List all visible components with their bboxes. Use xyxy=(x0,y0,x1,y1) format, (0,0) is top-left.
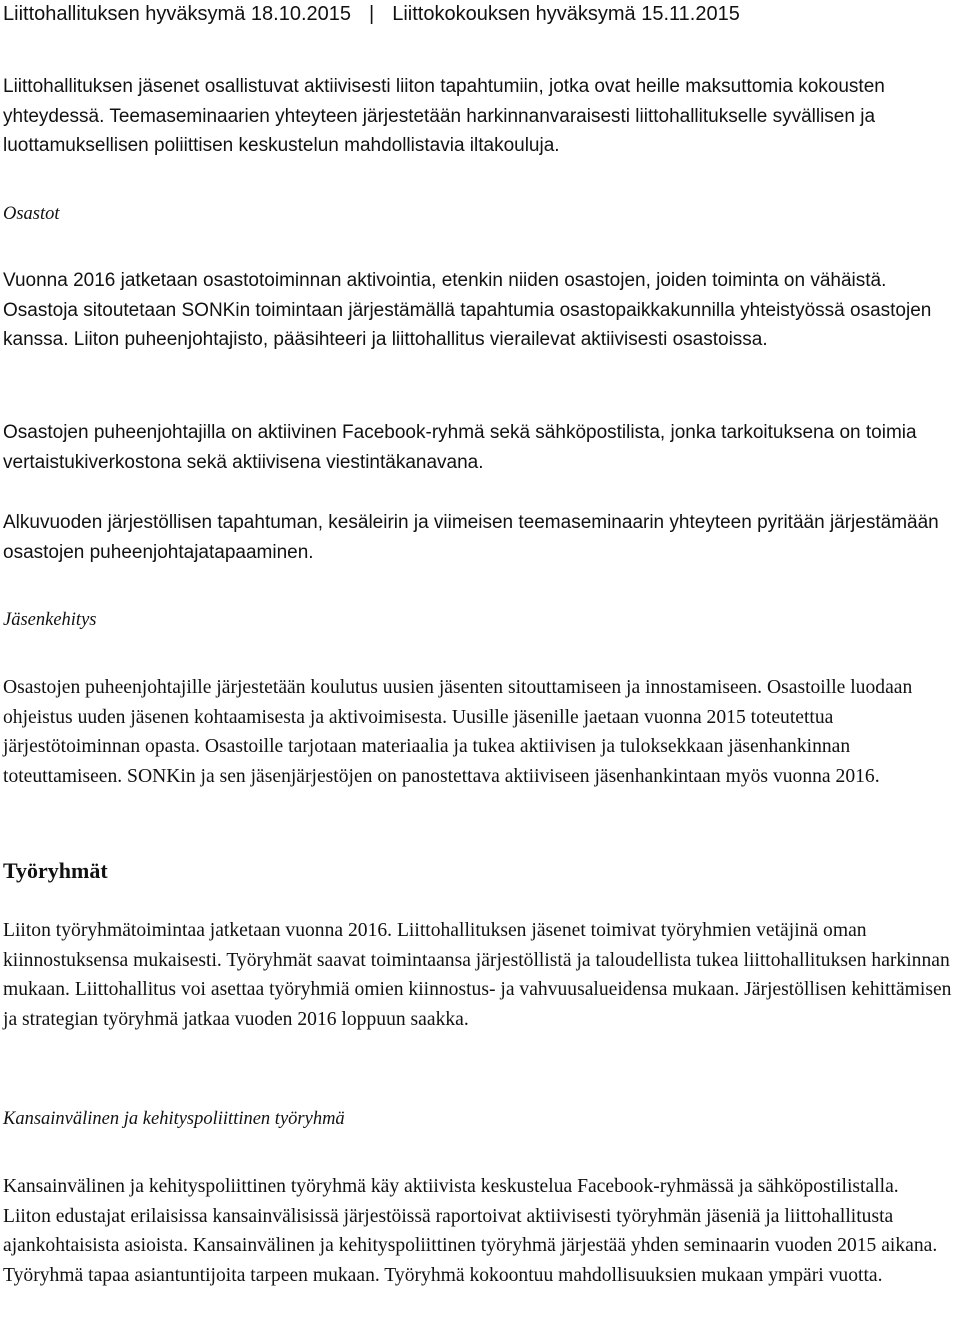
section-heading-tyoryhmat: Työryhmät xyxy=(3,858,108,883)
section-heading-kansainvalinen: Kansainvälinen ja kehityspoliittinen työryhmä xyxy=(3,1109,345,1129)
tyoryhmat-paragraph: Liiton työryhmätoimintaa jatketaan vuonna 2016. Liittohallituksen jäsenet toimivat työryhmien vetäjinä oman kiinnostuksensa mukaisesti. Työryhmät saavat toimintaansa järjestöllistä ja taloudellista tukea liittohallituksen harkinnan mukaan. Liittohallitus voi asettaa työryhmiä omien kiinnostus- ja vahvuusalueidensa mukaan. Järjestöllisen kehittämisen ja strategian työryhmä jatkaa vuoden 2016 loppuun saakka. xyxy=(3,920,952,1031)
kansainvalinen-paragraph: Kansainvälinen ja kehityspoliittinen työryhmä käy aktiivista keskustelua Facebook-ryhmässä ja sähköpostilistalla. Liiton edustajat erilaisissa kansainvälisissä järjestöissä raportoivat aktiivisesti työryhmän jäseniä ja liittohallitusta ajankohtaisista asioista. Kansainvälinen ja kehityspoliittinen työryhmä järjestää yhden seminaarin vuoden 2015 aikana. Työryhmä tapaa asiantuntijoita tarpeen mukaan. Työryhmä kokoontuu mahdollisuuksien mukaan ympäri vuotta. xyxy=(3,1176,938,1287)
osastot-paragraph-2: Osastojen puheenjohtajilla on aktiivinen Facebook-ryhmä sekä sähköpostilista, jonka tarkoituksena on toimia vertaistukiverkostona sekä aktiivisena viestintäkanavana. xyxy=(3,422,917,473)
meeting-approval-text: Liittokokouksen hyväksymä 15.11.2015 xyxy=(392,3,740,25)
header-separator: | xyxy=(369,3,375,25)
board-approval-text: Liittohallituksen hyväksymä 18.10.2015 xyxy=(3,3,351,25)
section-heading-jasenkehitys: Jäsenkehitys xyxy=(3,610,97,630)
osastot-paragraph-3: Alkuvuoden järjestöllisen tapahtuman, kesäleirin ja viimeisen teemaseminaarin yhteyteen pyritään järjestämään osastojen puheenjohtajatapaaminen. xyxy=(3,512,939,563)
intro-paragraph: Liittohallituksen jäsenet osallistuvat aktiivisesti liiton tapahtumiin, jotka ovat heille maksuttomia kokousten yhteydessä. Teemaseminaarien yhteyteen järjestetään harkinnanvaraisesti liittohallitukselle syvällisen ja luottamuksellisen poliittisen keskustelun mahdollistavia iltakouluja. xyxy=(3,76,885,157)
approval-header xyxy=(3,0,740,29)
jasenkehitys-paragraph: Osastojen puheenjohtajille järjestetään koulutus uusien jäsenten sitouttamiseen ja innostamiseen. Osastoille luodaan ohjeistus uuden jäsenen kohtaamisesta ja aktivoimisesta. Uusille jäsenille jaetaan vuonna 2015 toteutettua järjestötoiminnan opasta. Osastoille tarjotaan materiaalia ja tukea aktiivisen ja tuloksekkaan jäsenhankinnan toteuttamiseen. SONKin ja sen jäsenjärjestöjen on panostettava aktiiviseen jäsenhankintaan myös vuonna 2016. xyxy=(3,677,913,788)
osastot-paragraph-1: Vuonna 2016 jatketaan osastotoiminnan aktivointia, etenkin niiden osastojen, joiden toiminta on vähäistä. Osastoja sitoutetaan SONKin toimintaan järjestämällä tapahtumia osastopaikkakunnilla yhteistyössä osastojen kanssa. Liiton puheenjohtajisto, pääsihteeri ja liittohallitus vierailevat aktiivisesti osastoissa. xyxy=(3,270,932,351)
section-heading-osastot: Osastot xyxy=(3,204,60,224)
